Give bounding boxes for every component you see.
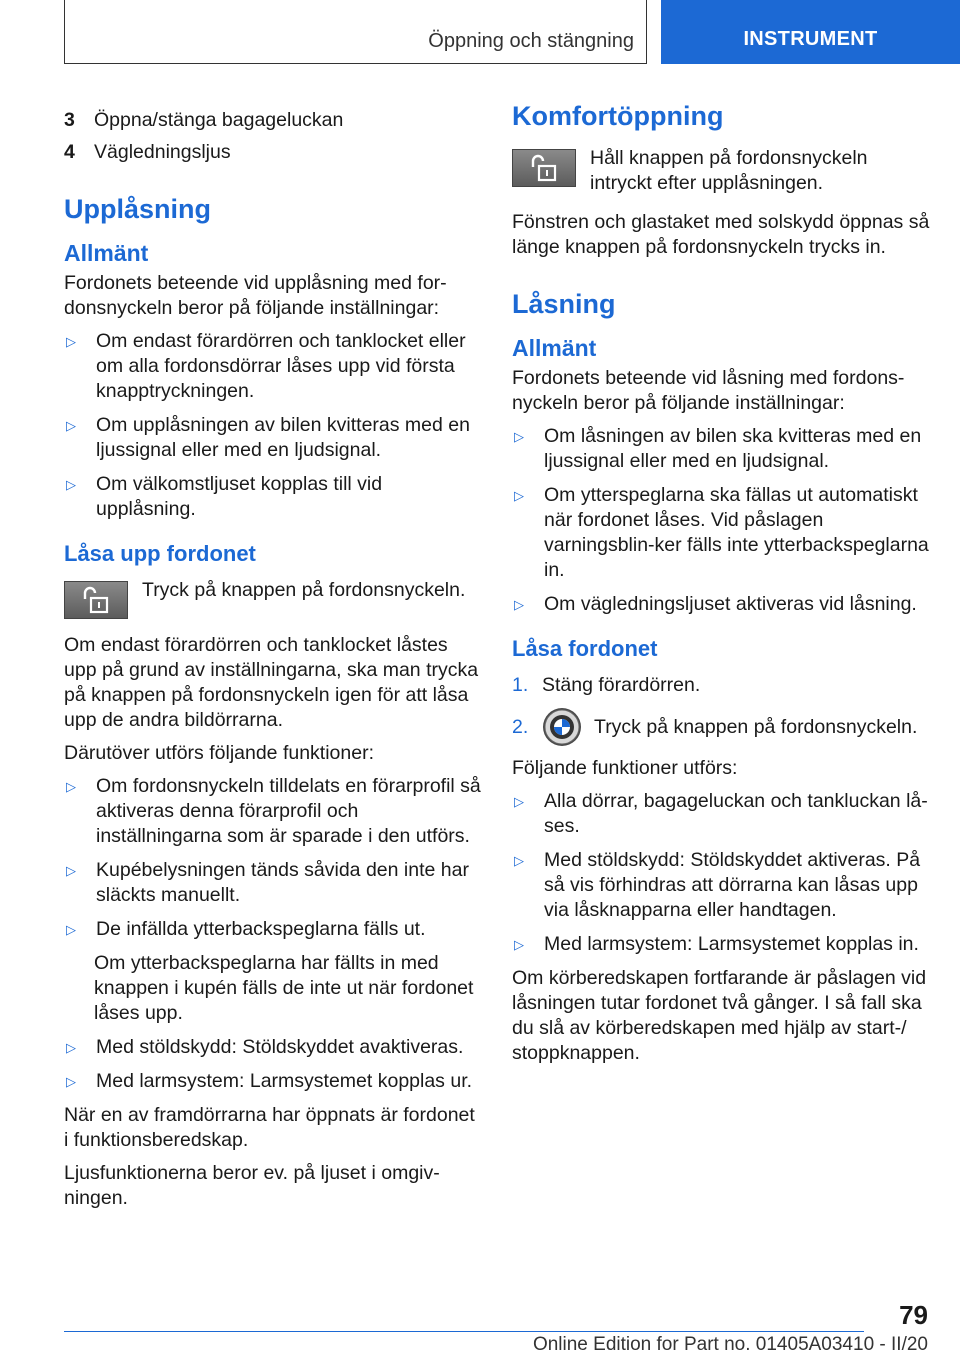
list-item [64,858,482,908]
triangle-bullet-icon: ▷ [514,853,524,868]
bullet-list [512,789,930,957]
header-section-title: Öppning och stängning [428,30,634,52]
unlock-button-icon [512,149,576,187]
bmw-key-button-icon [542,707,582,747]
list-item [512,789,930,839]
paragraph: Fönstren och glastaket med solskydd öppnas så länge knappen på fordonsnyckeln trycks in. [512,211,930,258]
legend-number: 4 [64,141,75,163]
step-item [512,707,930,747]
triangle-bullet-icon: ▷ [514,488,524,503]
triangle-bullet-icon: ▷ [514,429,524,444]
bullet-list [64,774,482,1094]
list-item [512,848,930,923]
paragraph: Därutöver utförs följande funktioner: [64,742,375,764]
page-number: 79 [899,1300,928,1330]
triangle-bullet-icon: ▷ [66,779,76,794]
list-item-text: Om ytterspeglarna ska fällas ut automatiskt när fordonet låses. Vid påslagen varningsblin-ker fälls inte ytterbackspeglarna in. [544,484,929,581]
list-item-text: Om fordonsnyckeln tilldelats en förarprofil så aktiveras denna förarprofil och inställningarna som är sparade i den utförs. [96,775,481,847]
step-text: Tryck på knappen på fordonsnyckeln. [594,715,918,738]
right-column [512,100,930,1074]
triangle-bullet-icon: ▷ [66,334,76,349]
heading-unlock-vehicle: Låsa upp fordonet [64,541,256,566]
left-column [64,108,482,1219]
instruction-text: Håll knappen på fordonsnyckeln intryckt efter upplåsningen. [590,147,868,194]
paragraph: Om körberedskapen fortfarande är påslagen vid låsningen tutar fordonet två gånger. I så fall ska du slå av körberedskapen med hjälp av start-/ stoppknappen. [512,967,927,1064]
list-item-text: Om endast förardörren och tanklocket eller om alla fordonsdörrar låses upp vid första knapptryckningen. [96,330,466,402]
list-item [512,424,930,474]
numbered-steps [512,673,930,747]
triangle-bullet-icon: ▷ [514,794,524,809]
heading-unlocking: Upplåsning [64,194,211,224]
list-item-text: Kupébelysningen tänds såvida den inte har släckts manuellt. [96,859,469,906]
heading-general-lock: Allmänt [512,335,597,361]
instruction-text: Tryck på knappen på fordonsnyckeln. [142,579,466,601]
list-item [64,917,482,942]
heading-locking: Låsning [512,289,616,319]
triangle-bullet-icon: ▷ [66,922,76,937]
paragraph: Om endast förardörren och tanklocket låstes upp på grund av inställningarna, ska man trycka på knappen på fordonsnyckeln igen för att låsa upp de andra bildörrarna. [64,634,479,731]
triangle-bullet-icon: ▷ [66,477,76,492]
bullet-list [64,329,482,522]
footer-divider [64,1331,864,1332]
heading-general-unlock: Allmänt [64,240,149,266]
list-item-text: Med larmsystem: Larmsystemet kopplas ur. [96,1070,473,1092]
paragraph: Fordonets beteende vid upplåsning med for-donsnyckeln beror på följande inställningar: [64,272,447,319]
unlock-instruction [64,578,482,619]
bullet-list [512,424,930,617]
legend-text: Öppna/stänga bagageluckan [94,109,344,131]
triangle-bullet-icon: ▷ [66,1040,76,1055]
step-number: 1. [512,674,529,696]
step-number: 2. [512,715,529,738]
list-item [512,483,930,583]
header-chapter-tab: INSTRUMENT [661,0,960,64]
comfort-instruction [512,146,930,196]
list-item-text: Med stöldskydd: Stöldskyddet aktiveras. På så vis förhindras att dörrarna kan låsas upp via låsknapparna eller handtagen. [544,849,921,921]
list-item [64,472,482,522]
list-item [512,592,930,617]
list-item-text: Alla dörrar, bagageluckan och tankluckan lå-ses. [544,790,928,837]
heading-comfort-opening: Komfortöppning [512,101,724,131]
list-item-text: Om låsningen av bilen ska kvitteras med en ljussignal eller med en ljudsignal. [544,425,922,472]
triangle-bullet-icon: ▷ [514,597,524,612]
heading-lock-vehicle: Låsa fordonet [512,636,658,661]
triangle-bullet-icon: ▷ [66,418,76,433]
list-item [64,1069,482,1094]
unlock-button-icon [64,581,128,619]
list-item-text: Om upplåsningen av bilen kvitteras med en ljussignal eller med en ljudsignal. [96,414,470,461]
list-item [64,1035,482,1060]
list-item [64,413,482,463]
list-item-note: Om ytterbackspeglarna har fällts in med knappen i kupén fälls de inte ut när fordonet låses upp. [94,952,474,1024]
triangle-bullet-icon: ▷ [66,863,76,878]
list-item-text: Om vägledningsljuset aktiveras vid låsning. [544,593,917,615]
step-item [512,673,930,698]
list-item [512,932,930,957]
paragraph: Ljusfunktionerna beror ev. på ljuset i omgiv-ningen. [64,1162,440,1209]
paragraph: Följande funktioner utförs: [512,757,738,779]
triangle-bullet-icon: ▷ [514,937,524,952]
list-item [64,774,482,849]
list-item-text: Med larmsystem: Larmsystemet kopplas in. [544,933,919,955]
list-item-text: Med stöldskydd: Stöldskyddet avaktiveras. [96,1036,464,1058]
legend-text: Vägledningsljus [94,141,231,163]
list-item-text: De infällda ytterbackspeglarna fälls ut. [96,918,426,940]
list-item [64,329,482,404]
paragraph: När en av framdörrarna har öppnats är fordonet i funktionsberedskap. [64,1104,475,1151]
list-item-text: Om välkomstljuset kopplas till vid upplåsning. [96,473,383,520]
footer-edition: Online Edition for Part no. 01405A03410 - II/20 [532,1334,928,1355]
legend-item [64,108,482,133]
step-text: Stäng förardörren. [542,674,701,696]
triangle-bullet-icon: ▷ [66,1074,76,1089]
legend-item [64,140,482,165]
legend-number: 3 [64,109,75,131]
paragraph: Fordonets beteende vid låsning med fordons-nyckeln beror på följande inställningar: [512,367,905,414]
